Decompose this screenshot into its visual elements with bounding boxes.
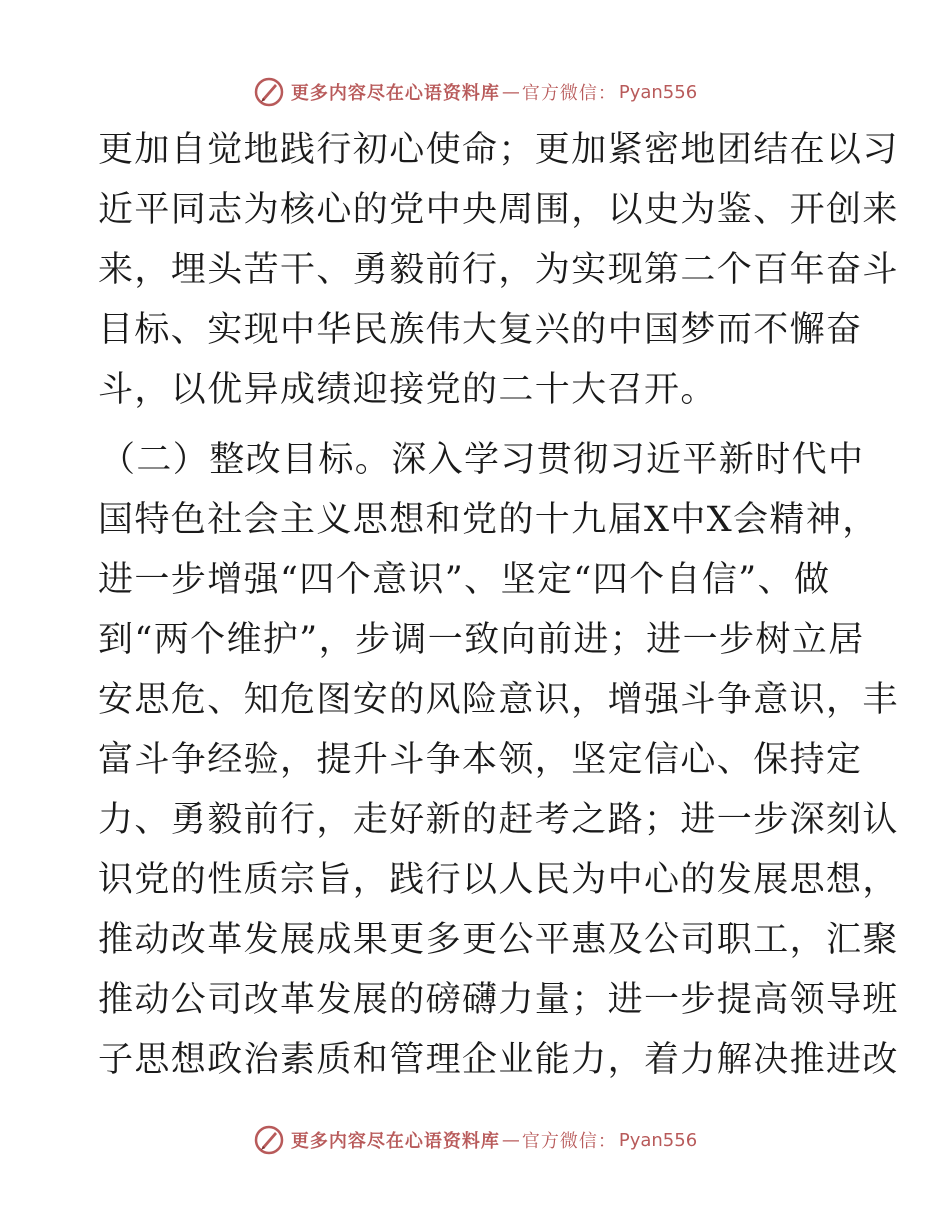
text-line: 目标、实现中华民族伟大复兴的中国梦而不懈奋	[98, 310, 863, 350]
text-line: 更加自觉地践行初心使命；更加紧密地团结在以习	[98, 130, 899, 170]
text-line: 子思想政治素质和管理企业能力，着力解决推进改	[98, 1040, 899, 1080]
text-line: 推动公司改革发展的磅礴力量；进一步提高领导班	[98, 980, 899, 1020]
text-line: 推动改革发展成果更多更公平惠及公司职工，汇聚	[98, 920, 899, 960]
watermark-wechat-id: Pyan556	[618, 1129, 698, 1151]
text-line: 斗，以优异成绩迎接党的二十大召开。	[98, 370, 717, 410]
header-watermark	[0, 72, 950, 112]
watermark-text: 更多内容尽在心语资料库	[290, 83, 500, 104]
watermark-wechat-label: 官方微信：	[521, 1131, 617, 1152]
text-line: 力、勇毅前行，走好新的赶考之路；进一步深刻认	[98, 800, 899, 840]
text-line: 到“两个维护”，步调一致向前进；进一步树立居	[98, 620, 865, 660]
watermark-text: 更多内容尽在心语资料库	[290, 1131, 500, 1152]
watermark-dash: —	[501, 81, 520, 103]
text-line: 识党的性质宗旨，践行以人民为中心的发展思想，	[98, 860, 899, 900]
text-line: 国特色社会主义思想和党的十九届X中X会精神，	[98, 500, 879, 540]
text-line: 进一步增强“四个意识”、坚定“四个自信”、做	[98, 560, 831, 600]
text-line: 安思危、知危图安的风险意识，增强斗争意识，丰	[98, 680, 899, 720]
watermark-wechat-label: 官方微信：	[521, 83, 617, 104]
watermark-wechat-id: Pyan556	[618, 81, 698, 103]
text-line: 来，埋头苦干、勇毅前行，为实现第二个百年奋斗	[98, 250, 899, 290]
footer-watermark	[0, 1120, 950, 1160]
quill-pen-icon	[253, 76, 285, 108]
section-heading-line: （二）整改目标。深入学习贯彻习近平新时代中	[100, 440, 865, 480]
watermark-dash: —	[501, 1129, 520, 1151]
text-line: 富斗争经验，提升斗争本领，坚定信心、保持定	[98, 740, 863, 780]
text-line: 近平同志为核心的党中央周围，以史为鉴、开创来	[98, 190, 899, 230]
quill-pen-icon	[253, 1124, 285, 1156]
